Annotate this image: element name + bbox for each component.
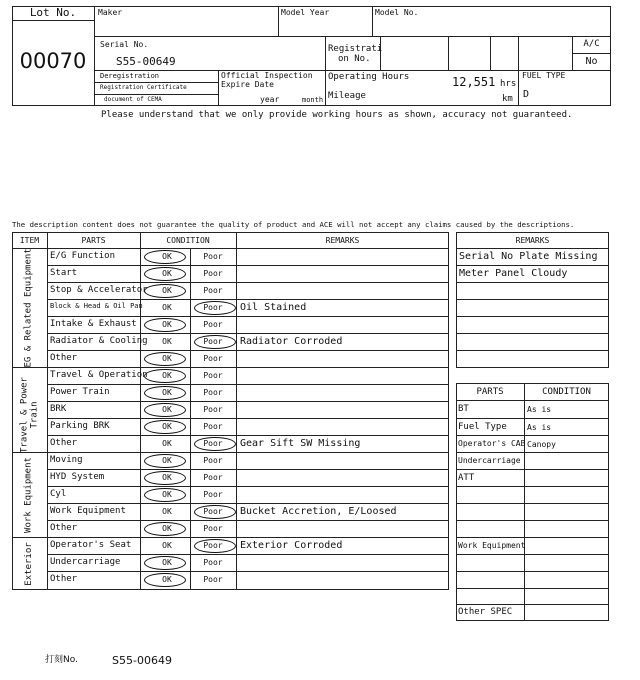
ok-option[interactable]: OK bbox=[162, 286, 172, 295]
ok-selected-oval bbox=[144, 556, 186, 570]
right-part-label: BT bbox=[458, 404, 469, 414]
km-label: km bbox=[502, 94, 513, 104]
registration-label-2: on No. bbox=[338, 54, 371, 64]
fuel-type-label: FUEL TYPE bbox=[522, 71, 566, 80]
ok-selected-oval bbox=[144, 267, 186, 281]
serial-no-label: Serial No. bbox=[100, 40, 149, 49]
ok-selected-oval bbox=[144, 250, 186, 264]
ok-option[interactable]: OK bbox=[162, 490, 172, 499]
description-disclaimer: The description content does not guarantee the quality of product and ACE will not accept any claims caused by the descriptions. bbox=[12, 220, 575, 229]
model-year-label: Model Year bbox=[281, 8, 330, 17]
part-label: Other bbox=[50, 523, 78, 533]
registration-certificate-label: Registration Certificate bbox=[100, 84, 187, 91]
operating-hours-label: Operating Hours bbox=[328, 72, 410, 82]
poor-option[interactable]: Poor bbox=[203, 541, 223, 550]
poor-selected-oval bbox=[194, 539, 236, 553]
condition-header: CONDITION bbox=[166, 236, 210, 245]
stamp-no-label: 打刻No. bbox=[45, 655, 78, 665]
ok-option[interactable]: OK bbox=[162, 575, 172, 584]
ok-option[interactable]: OK bbox=[162, 439, 172, 448]
right-part-label: Operator's CAB bbox=[458, 439, 526, 448]
part-label: Travel & Operation bbox=[50, 370, 148, 380]
poor-option[interactable]: Poor bbox=[203, 473, 223, 482]
ok-option[interactable]: OK bbox=[162, 473, 172, 482]
ok-selected-oval bbox=[144, 471, 186, 485]
right-condition-header: CONDITION bbox=[542, 387, 591, 397]
ok-selected-oval bbox=[144, 386, 186, 400]
poor-option[interactable]: Poor bbox=[203, 507, 223, 516]
poor-option[interactable]: Poor bbox=[203, 269, 223, 278]
part-label: Block & Head & Oil Pan bbox=[50, 302, 143, 310]
remark-text: Exterior Corroded bbox=[240, 540, 343, 551]
group-label-eg: EG & Related Equipment bbox=[23, 248, 34, 368]
ok-selected-oval bbox=[144, 403, 186, 417]
ok-selected-oval bbox=[144, 420, 186, 434]
ac-label: A/C bbox=[583, 39, 600, 49]
part-label: Undercarriage bbox=[50, 557, 121, 567]
poor-option[interactable]: Poor bbox=[203, 405, 223, 414]
right-remarks-header: REMARKS bbox=[515, 236, 550, 245]
part-label: Radiator & Cooling bbox=[50, 336, 148, 346]
other-spec-label: Other SPEC bbox=[458, 607, 513, 617]
model-no-label: Model No. bbox=[375, 8, 419, 17]
right-part-condition: As is bbox=[527, 423, 552, 432]
hours-disclaimer: Please understand that we only provide working hours as shown, accuracy not guaranteed. bbox=[101, 110, 573, 120]
ok-option[interactable]: OK bbox=[162, 303, 172, 312]
part-label: BRK bbox=[50, 404, 67, 414]
ok-option[interactable]: OK bbox=[162, 541, 172, 550]
part-label: Other bbox=[50, 353, 78, 363]
part-label: Work Equipment bbox=[50, 506, 126, 516]
right-part-label: ATT bbox=[458, 473, 475, 483]
part-label: Other bbox=[50, 574, 78, 584]
document-of-cema-label: document of CEMA bbox=[104, 96, 162, 103]
poor-option[interactable]: Poor bbox=[203, 286, 223, 295]
ok-option[interactable]: OK bbox=[162, 252, 172, 261]
part-label: Intake & Exhaust bbox=[50, 319, 137, 329]
ok-selected-oval bbox=[144, 488, 186, 502]
group-label-travel: Travel & Power Train bbox=[19, 377, 40, 453]
poor-option[interactable]: Poor bbox=[203, 303, 223, 312]
remarks-header: REMARKS bbox=[325, 236, 360, 245]
poor-selected-oval bbox=[194, 301, 236, 315]
part-label: Power Train bbox=[50, 387, 110, 397]
ok-option[interactable]: OK bbox=[162, 320, 172, 329]
poor-option[interactable]: Poor bbox=[203, 558, 223, 567]
work-equipment-label: Work Equipment bbox=[458, 541, 526, 550]
ok-option[interactable]: OK bbox=[162, 405, 172, 414]
group-label-exterior: Exterior bbox=[24, 542, 34, 586]
ok-selected-oval bbox=[144, 284, 186, 298]
lot-no-label: Lot No. bbox=[29, 6, 77, 19]
right-parts-header: PARTS bbox=[476, 387, 504, 397]
ok-selected-oval bbox=[144, 352, 186, 366]
ok-option[interactable]: OK bbox=[162, 507, 172, 516]
maker-label: Maker bbox=[98, 8, 123, 17]
poor-selected-oval bbox=[194, 505, 236, 519]
part-label: Cyl bbox=[50, 489, 67, 499]
part-label: E/G Function bbox=[50, 251, 116, 261]
right-part-condition: As is bbox=[527, 405, 552, 414]
poor-option[interactable]: Poor bbox=[203, 456, 223, 465]
part-label: Operator's Seat bbox=[50, 540, 132, 550]
right-part-condition: Canopy bbox=[527, 440, 556, 449]
poor-option[interactable]: Poor bbox=[203, 337, 223, 346]
ok-option[interactable]: OK bbox=[162, 524, 172, 533]
group-label-work: Work Equipment bbox=[23, 457, 34, 533]
part-label: Start bbox=[50, 268, 78, 278]
part-label: Stop & Accelerator bbox=[50, 285, 148, 295]
poor-option[interactable]: Poor bbox=[203, 252, 223, 261]
part-label: Moving bbox=[50, 455, 83, 465]
poor-selected-oval bbox=[194, 437, 236, 451]
ok-option[interactable]: OK bbox=[162, 456, 172, 465]
poor-selected-oval bbox=[194, 335, 236, 349]
fuel-type-value: D bbox=[523, 89, 530, 100]
official-inspection-label: Official Inspection bbox=[221, 71, 313, 80]
operating-hours-value: 12,551 bbox=[452, 75, 496, 89]
poor-option[interactable]: Poor bbox=[203, 490, 223, 499]
ac-value: No bbox=[585, 56, 598, 67]
poor-option[interactable]: Poor bbox=[203, 354, 223, 363]
year-label: year bbox=[260, 95, 280, 104]
remark-text: Radiator Corroded bbox=[240, 336, 343, 347]
poor-option[interactable]: Poor bbox=[203, 524, 223, 533]
ok-selected-oval bbox=[144, 318, 186, 332]
hrs-label: hrs bbox=[500, 79, 517, 89]
registration-label-1: Registrati bbox=[328, 44, 383, 54]
deregistration-label: Deregistration bbox=[100, 72, 160, 80]
part-label: Other bbox=[50, 438, 78, 448]
poor-option[interactable]: Poor bbox=[203, 439, 223, 448]
right-part-label: Fuel Type bbox=[458, 422, 507, 432]
stamp-no-value: S55-00649 bbox=[112, 654, 172, 667]
part-label: Parking BRK bbox=[50, 421, 110, 431]
right-part-label: Undercarriage bbox=[458, 456, 521, 465]
serial-no-value: S55-00649 bbox=[116, 55, 176, 68]
mileage-label: Mileage bbox=[328, 91, 366, 101]
right-remark-text: Meter Panel Cloudy bbox=[459, 268, 568, 279]
ok-selected-oval bbox=[144, 522, 186, 536]
item-header: ITEM bbox=[19, 236, 40, 245]
ok-option[interactable]: OK bbox=[162, 269, 172, 278]
ok-option[interactable]: OK bbox=[162, 388, 172, 397]
ok-option[interactable]: OK bbox=[162, 422, 172, 431]
ok-option[interactable]: OK bbox=[162, 558, 172, 567]
month-label: month bbox=[302, 96, 324, 104]
part-label: HYD System bbox=[50, 472, 105, 482]
ok-option[interactable]: OK bbox=[162, 371, 172, 380]
ok-selected-oval bbox=[144, 573, 186, 587]
expire-date-label: Expire Date bbox=[221, 80, 274, 89]
poor-option[interactable]: Poor bbox=[203, 575, 223, 584]
remark-text: Gear Sift SW Missing bbox=[240, 438, 361, 449]
ok-selected-oval bbox=[144, 369, 186, 383]
poor-option[interactable]: Poor bbox=[203, 320, 223, 329]
ok-option[interactable]: OK bbox=[162, 354, 172, 363]
ok-option[interactable]: OK bbox=[162, 337, 172, 346]
remark-text: Bucket Accretion, E/Loosed bbox=[240, 506, 397, 517]
poor-option[interactable]: Poor bbox=[203, 388, 223, 397]
parts-header: PARTS bbox=[81, 236, 106, 245]
right-remark-text: Serial No Plate Missing bbox=[459, 251, 598, 262]
poor-option[interactable]: Poor bbox=[203, 422, 223, 431]
remark-text: Oil Stained bbox=[240, 302, 307, 313]
ok-selected-oval bbox=[144, 454, 186, 468]
poor-option[interactable]: Poor bbox=[203, 371, 223, 380]
lot-number: 00070 bbox=[19, 49, 87, 73]
header-block bbox=[12, 6, 611, 106]
